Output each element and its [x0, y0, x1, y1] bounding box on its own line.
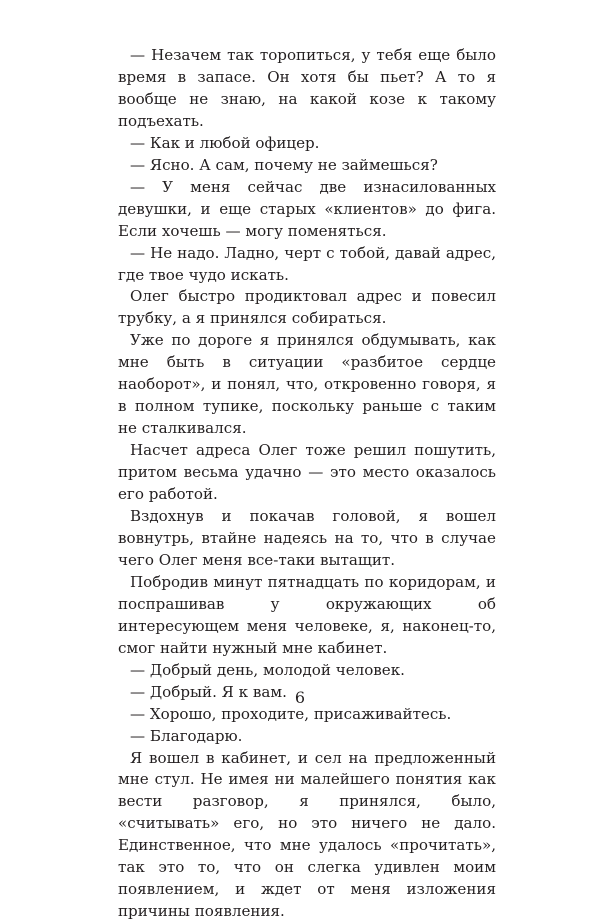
paragraph: — Добрый. Я к вам. [118, 682, 496, 704]
paragraph: — Как и любой офицер. [118, 133, 496, 155]
paragraph: — Ясно. А сам, почему не займешься? [118, 155, 496, 177]
paragraph: — Добрый день, молодой человек. [118, 660, 496, 682]
paragraph: — Благодарю. [118, 726, 496, 748]
paragraph: Побродив минут пятнадцать по коридорам, и поспрашивав у окружающих об интересующем меня человеке, я, наконец-то, смог найти нужный мне кабинет. [118, 572, 496, 660]
paragraph: Олег быстро продиктовал адрес и повесил трубку, а я принялся собираться. [118, 286, 496, 330]
paragraph: Уже по дороге я принялся обдумывать, как мне быть в ситуации «разбитое сердце наоборот», и понял, что, откровенно говоря, я в полном тупике, поскольку раньше с таким не сталкивался. [118, 330, 496, 440]
paragraph: — Не надо. Ладно, черт с тобой, давай адрес, где твое чудо искать. [118, 243, 496, 287]
page-number: 6 [0, 688, 600, 707]
paragraph: Вздохнув и покачав головой, я вошел вовнутрь, втайне надеясь на то, что в случае чего Олег меня все-таки вытащит. [118, 506, 496, 572]
paragraph: Я вошел в кабинет, и сел на предложенный мне стул. Не имея ни малейшего понятия как вести разговор, я принялся, было, «считывать» его, но это ничего не дало. Единственное, что мне удалось «прочитать», так это то, что он слегка удивлен моим появлением, и ждет от меня изложения причины появления. [118, 748, 496, 923]
paragraph: — У меня сейчас две изнасилованных девушки, и еще старых «клиентов» до фига. Если хочешь — могу поменяться. [118, 177, 496, 243]
paragraph: Насчет адреса Олег тоже решил пошутить, притом весьма удачно — это место оказалось его работой. [118, 440, 496, 506]
paragraph: — Хорошо, проходите, присаживайтесь. [118, 704, 496, 726]
page-body-text [118, 45, 496, 923]
paragraph: — Незачем так торопиться, у тебя еще было время в запасе. Он хотя бы пьет? А то я вообще не знаю, на какой козе к такому подъехать. [118, 45, 496, 133]
